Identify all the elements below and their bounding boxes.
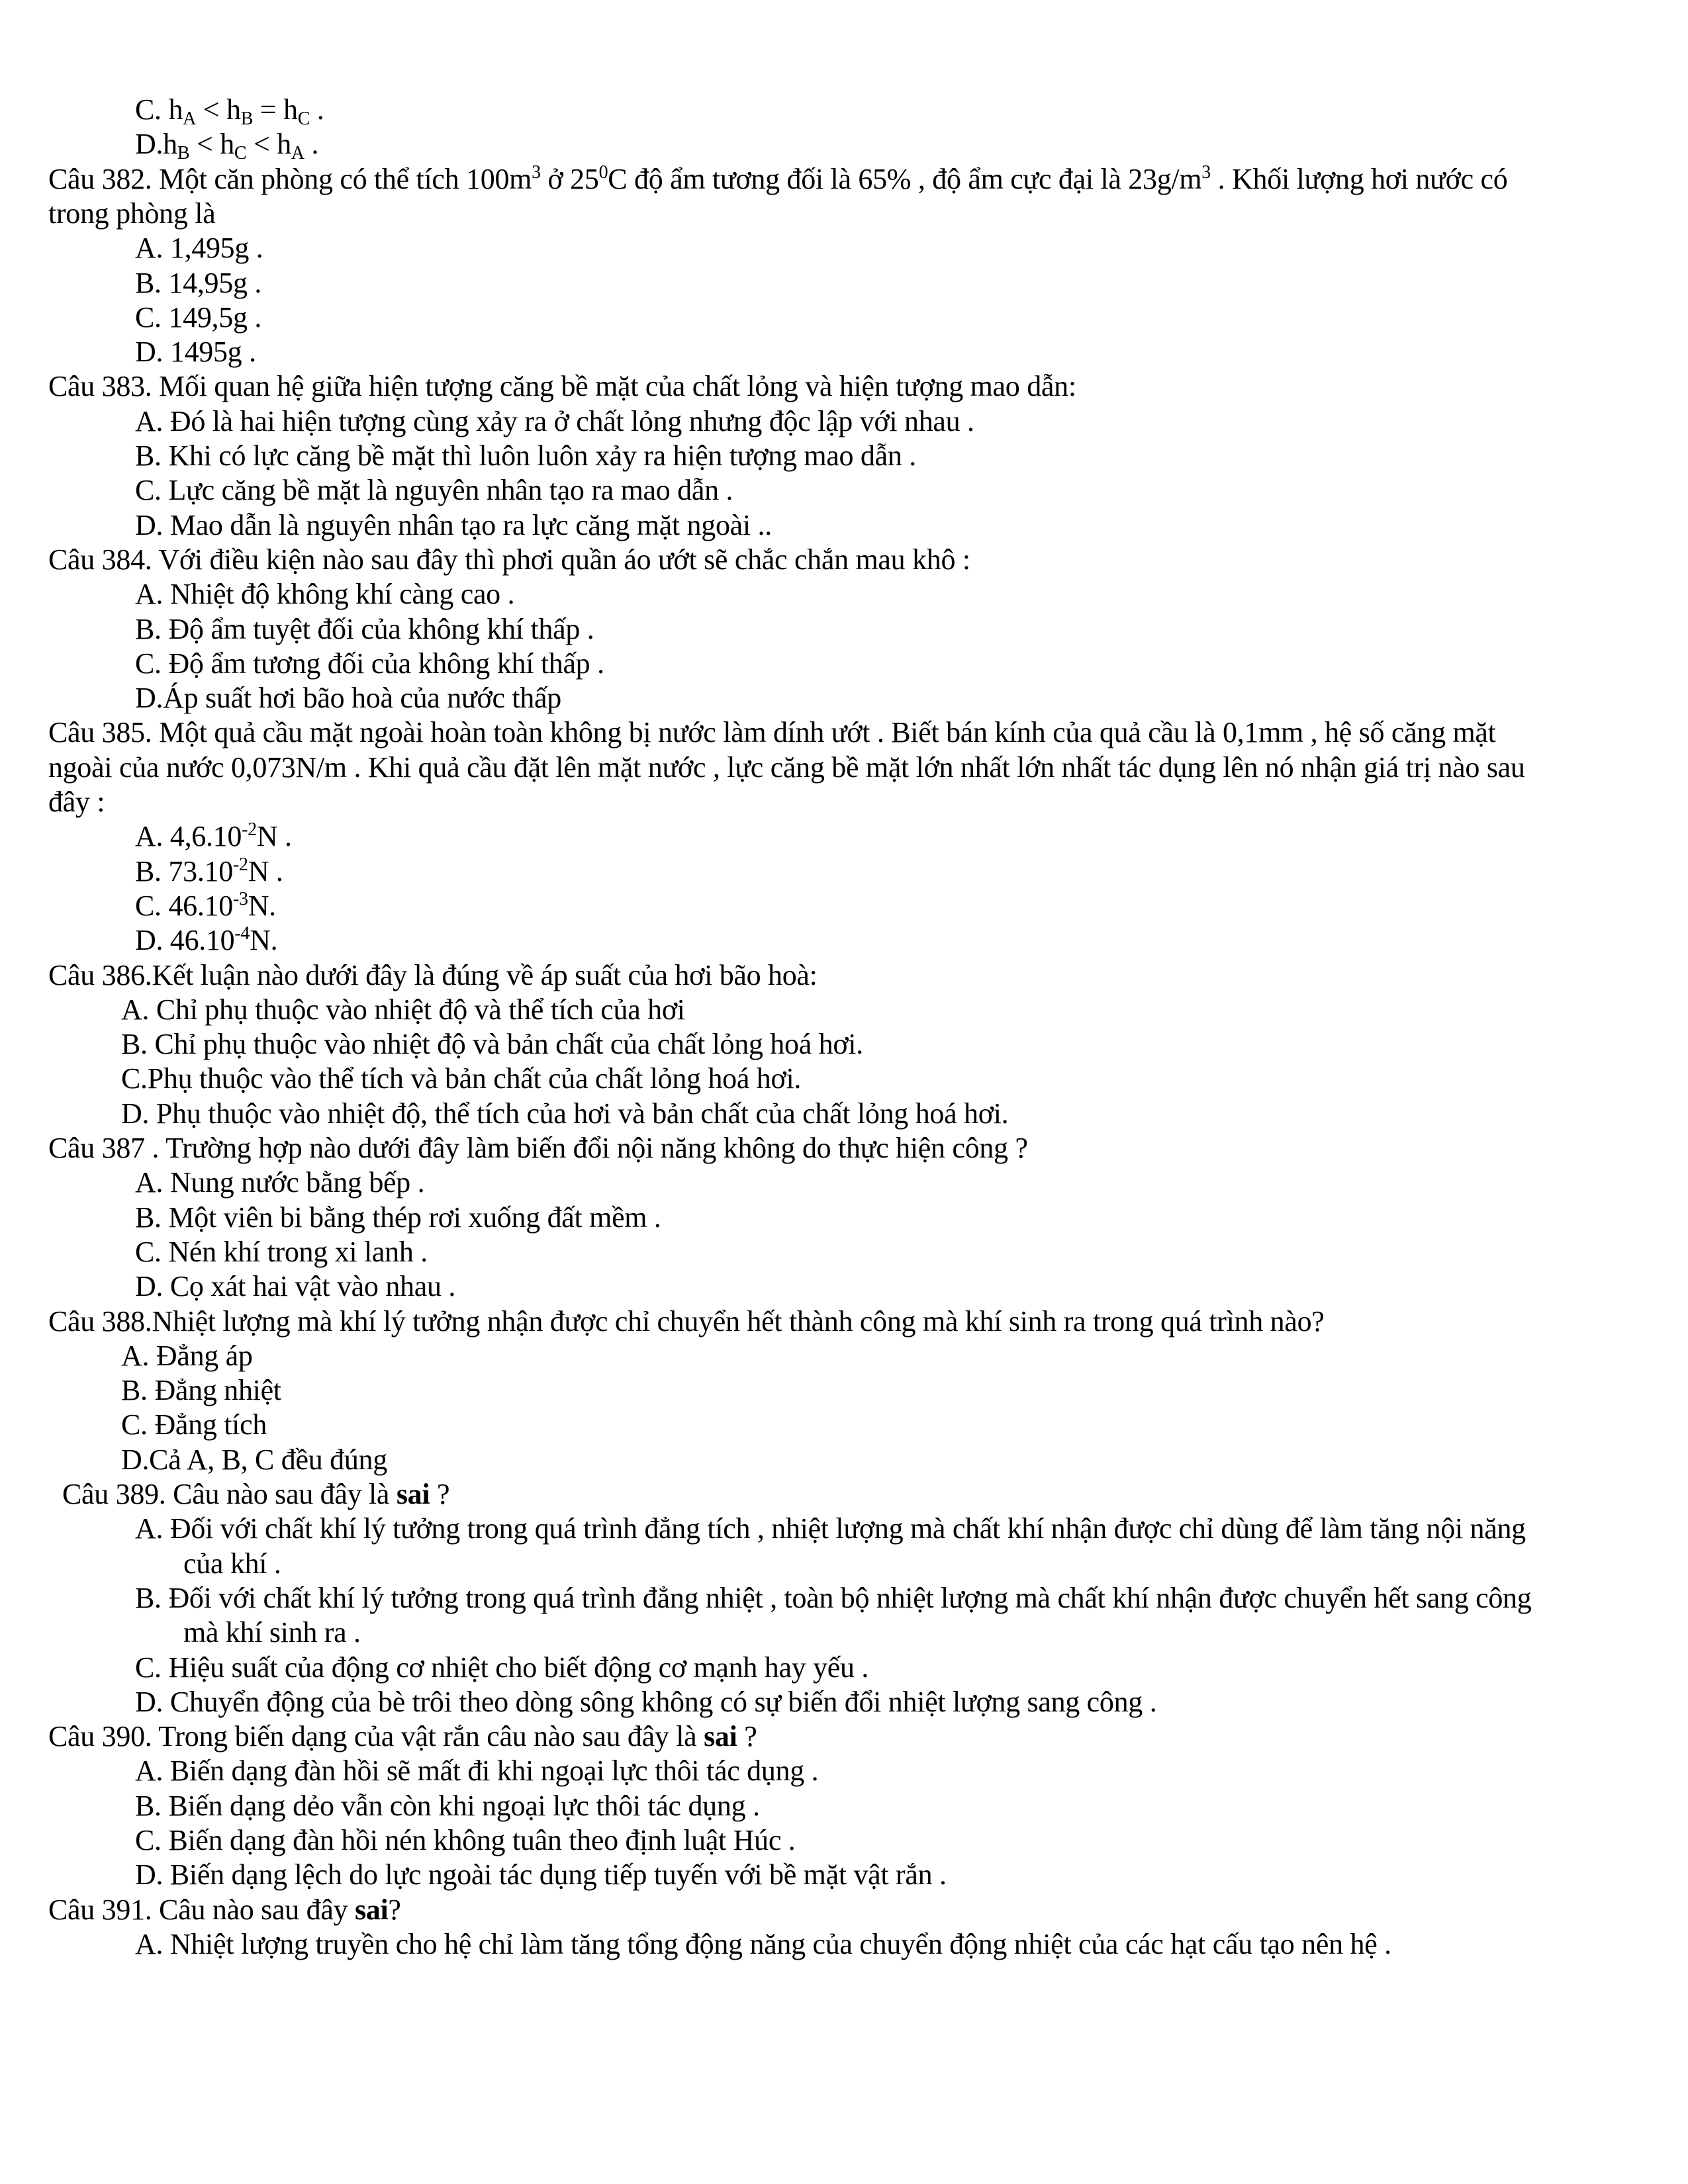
text-segment: C. 46.10 xyxy=(135,889,233,922)
option-line xyxy=(135,1651,868,1685)
question-line xyxy=(48,162,1507,197)
text-segment: Câu 382. Một căn phòng có thể tích 100m xyxy=(48,162,532,195)
option-line xyxy=(135,819,292,854)
text-segment: ? xyxy=(737,1720,757,1753)
text-segment: mà khí sinh ra . xyxy=(183,1616,361,1649)
text-segment: Câu 384. Với điều kiện nào sau đây thì phơi quần áo ướt sẽ chắc chắn mau khô : xyxy=(48,543,970,576)
text-segment: A. 4,6.10 xyxy=(135,820,242,853)
text-segment: Câu 391. Câu nào sau đây xyxy=(48,1893,355,1926)
text-segment: ? xyxy=(430,1478,450,1510)
question-line xyxy=(48,1719,757,1754)
supscript-text: -3 xyxy=(232,888,248,909)
option-line xyxy=(135,681,561,715)
text-segment: C độ ẩm tương đối là 65% , độ ẩm cực đại là 23g/m xyxy=(608,162,1202,195)
option-line xyxy=(135,1754,818,1788)
text-segment: A. 1,495g . xyxy=(135,232,263,265)
bold-text: sai xyxy=(396,1478,430,1510)
text-segment: Câu 383. Mối quan hệ giữa hiện tượng căng bề mặt của chất lỏng và hiện tượng mao dẫn: xyxy=(48,370,1076,403)
text-segment: . Khối lượng hơi nước có xyxy=(1210,162,1508,195)
text-segment: Câu 389. Câu nào sau đây là xyxy=(62,1478,397,1510)
supscript-text: 3 xyxy=(1201,161,1211,183)
text-segment: A. Nung nước bằng bếp . xyxy=(135,1166,425,1199)
option-line xyxy=(135,1685,1156,1719)
option-line xyxy=(121,1339,253,1373)
option-line xyxy=(135,1858,947,1892)
option-line xyxy=(135,231,263,265)
text-segment: ở 25 xyxy=(540,162,599,195)
option-line xyxy=(135,93,324,127)
question-line xyxy=(48,785,105,819)
text-segment: D. 1495g . xyxy=(135,336,256,369)
option-line xyxy=(135,1165,424,1200)
text-segment: B. 14,95g . xyxy=(135,266,262,299)
text-segment: C. Đẳng tích xyxy=(121,1408,267,1441)
text-segment: A. Nhiệt lượng truyền cho hệ chỉ làm tăng tổng động năng của chuyển động nhiệt của các hạt cấu tạo nên hệ . xyxy=(135,1927,1391,1960)
text-segment: B. Khi có lực căng bề mặt thì luôn luôn xảy ra hiện tượng mao dẫn . xyxy=(135,439,916,472)
option-line xyxy=(121,1062,801,1096)
continuation-line xyxy=(183,1547,281,1581)
text-segment: trong phòng là xyxy=(48,197,216,230)
text-segment: D. Cọ xát hai vật vào nhau . xyxy=(135,1270,456,1303)
continuation-line xyxy=(183,1615,361,1650)
text-segment: A. Biến dạng đàn hồi sẽ mất đi khi ngoại lực thôi tác dụng . xyxy=(135,1754,819,1788)
text-segment: B. 73.10 xyxy=(135,854,233,887)
option-line xyxy=(121,1373,281,1408)
text-segment: C. h xyxy=(135,93,183,126)
option-line xyxy=(135,1512,1526,1546)
text-segment: B. Độ ẩm tuyệt đối của không khí thấp . xyxy=(135,612,594,645)
text-segment: ? xyxy=(388,1893,401,1926)
option-line xyxy=(135,1789,760,1823)
text-segment: B. Đẳng nhiệt xyxy=(121,1374,281,1407)
text-segment: D. Chuyển động của bè trôi theo dòng sông không có sự biến đổi nhiệt lượng sang công . xyxy=(135,1685,1157,1718)
text-segment: < h xyxy=(246,128,291,161)
option-line xyxy=(135,889,276,923)
question-line xyxy=(48,369,1076,404)
text-segment: C. Hiệu suất của động cơ nhiệt cho biết động cơ mạnh hay yếu . xyxy=(135,1651,869,1684)
option-line xyxy=(135,404,974,439)
text-segment: = h xyxy=(253,93,298,126)
option-line xyxy=(135,473,733,508)
supscript-text: -2 xyxy=(242,819,257,841)
text-segment: Câu 386.Kết luận nào dưới đây là đúng về áp suất của hơi bão hoà: xyxy=(48,958,818,991)
option-line xyxy=(135,923,277,958)
option-line xyxy=(135,854,283,889)
text-segment: B. Một viên bi bằng thép rơi xuống đất mềm . xyxy=(135,1201,661,1234)
text-segment: C. Lực căng bề mặt là nguyên nhân tạo ra mao dẫn . xyxy=(135,474,733,507)
option-line xyxy=(135,508,772,543)
option-line xyxy=(135,612,594,647)
text-segment: B. Biến dạng dẻo vẫn còn khi ngoại lực thôi tác dụng . xyxy=(135,1789,760,1822)
option-line xyxy=(135,1235,428,1269)
bold-text: sai xyxy=(354,1893,389,1926)
question-line xyxy=(48,543,970,577)
text-segment: D. 46.10 xyxy=(135,924,235,957)
option-line xyxy=(121,1408,267,1442)
subscript-text: C xyxy=(297,109,310,129)
text-segment: . xyxy=(310,93,324,126)
question-line xyxy=(48,197,215,231)
subscript-text: B xyxy=(177,143,190,164)
supscript-text: 0 xyxy=(598,161,608,183)
text-segment: B. Chỉ phụ thuộc vào nhiệt độ và bản chất của chất lỏng hoá hơi. xyxy=(121,1028,863,1061)
supscript-text: 3 xyxy=(532,161,541,183)
text-segment: C. Nén khí trong xi lanh . xyxy=(135,1235,428,1268)
text-segment: A. Chỉ phụ thuộc vào nhiệt độ và thể tích của hơi xyxy=(121,993,685,1026)
text-segment: Câu 387 . Trường hợp nào dưới đây làm biến đổi nội năng không do thực hiện công ? xyxy=(48,1132,1028,1164)
text-segment: D.Áp suất hơi bão hoà của nước thấp xyxy=(135,682,561,715)
text-segment: N. xyxy=(250,924,278,957)
text-segment: N . xyxy=(256,820,292,853)
text-segment: đây : xyxy=(48,786,105,818)
supscript-text: -4 xyxy=(234,923,250,944)
question-line xyxy=(48,958,818,993)
text-segment: D. Phụ thuộc vào nhiệt độ, thể tích của hơi và bản chất của chất lỏng hoá hơi. xyxy=(121,1097,1009,1130)
text-segment: N . xyxy=(248,854,283,887)
option-line xyxy=(121,993,685,1027)
text-segment: B. Đối với chất khí lý tưởng trong quá trình đẳng nhiệt , toàn bộ nhiệt lượng mà chất khí nhận được chuyển hết sang công xyxy=(135,1581,1532,1614)
text-segment: C.Phụ thuộc vào thể tích và bản chất của chất lỏng hoá hơi. xyxy=(121,1062,802,1095)
text-segment: < h xyxy=(196,93,241,126)
option-line xyxy=(121,1027,863,1062)
subscript-text: A xyxy=(183,109,197,129)
bold-text: sai xyxy=(704,1720,737,1753)
option-line xyxy=(135,1581,1531,1615)
text-segment: D.Cả A, B, C đều đúng xyxy=(121,1443,387,1476)
option-line xyxy=(135,266,261,300)
option-line xyxy=(135,335,256,369)
option-line xyxy=(135,577,514,612)
text-segment: C. Biến dạng đàn hồi nén không tuân theo định luật Húc . xyxy=(135,1824,796,1856)
question-line xyxy=(48,715,1496,750)
option-line xyxy=(121,1443,387,1477)
option-line xyxy=(135,439,916,473)
question-line xyxy=(48,751,1525,785)
option-line xyxy=(135,647,604,681)
subscript-text: C xyxy=(234,143,247,164)
text-segment: của khí . xyxy=(183,1547,281,1580)
text-segment: . xyxy=(304,128,319,161)
option-line xyxy=(135,1823,795,1858)
text-segment: A. Đẳng áp xyxy=(121,1339,253,1372)
text-segment: A. Đối với chất khí lý tưởng trong quá trình đẳng tích , nhiệt lượng mà chất khí nhận được chỉ dùng để làm tăng nội năng xyxy=(135,1512,1526,1545)
option-line xyxy=(135,300,261,335)
text-segment: D. Biến dạng lệch do lực ngoài tác dụng tiếp tuyến với bề mặt vật rắn . xyxy=(135,1858,947,1891)
text-segment: A. Đó là hai hiện tượng cùng xảy ra ở chất lỏng nhưng độc lập với nhau . xyxy=(135,404,974,437)
text-segment: Câu 388.Nhiệt lượng mà khí lý tưởng nhận được chỉ chuyển hết thành công mà khí sinh ra trong quá trình nào? xyxy=(48,1304,1325,1338)
option-line xyxy=(135,1269,455,1304)
text-segment: A. Nhiệt độ không khí càng cao . xyxy=(135,578,515,611)
question-line xyxy=(48,1131,1028,1165)
text-segment: D.h xyxy=(135,128,177,161)
subscript-text: B xyxy=(240,109,254,129)
text-segment: Câu 390. Trong biến dạng của vật rắn câu nào sau đây là xyxy=(48,1720,704,1753)
text-segment: < h xyxy=(189,128,234,161)
text-segment: D. Mao dẫn là nguyên nhân tạo ra lực căng mặt ngoài .. xyxy=(135,508,772,541)
question-line xyxy=(48,1304,1325,1339)
supscript-text: -2 xyxy=(232,854,248,875)
subscript-text: A xyxy=(291,143,305,164)
text-segment: Câu 385. Một quả cầu mặt ngoài hoàn toàn không bị nước làm dính ướt . Biết bán kính của quả cầu là 0,1mm , hệ số căng mặt xyxy=(48,716,1496,749)
question-line xyxy=(62,1477,449,1512)
option-line xyxy=(135,1927,1391,1962)
option-line xyxy=(121,1097,1008,1131)
option-line xyxy=(135,127,319,164)
text-segment: ngoài của nước 0,073N/m . Khi quả cầu đặt lên mặt nước , lực căng bề mặt lớn nhất lớn nhất tác dụng lên nó nhận giá trị nào sau xyxy=(48,751,1525,784)
text-segment: C. 149,5g . xyxy=(135,300,262,334)
text-segment: N. xyxy=(248,889,276,922)
text-segment: C. Độ ẩm tương đối của không khí thấp . xyxy=(135,647,604,680)
option-line xyxy=(135,1201,661,1235)
question-line xyxy=(48,1893,401,1927)
